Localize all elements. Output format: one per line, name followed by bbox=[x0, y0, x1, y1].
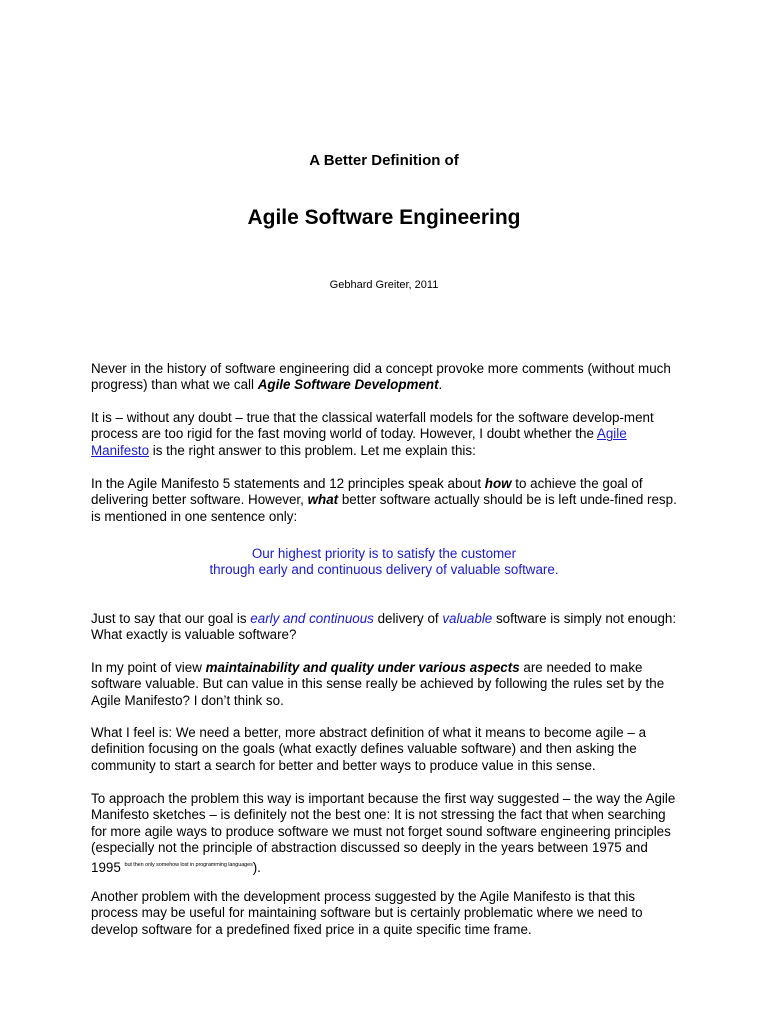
emphasis-what: what bbox=[307, 492, 339, 508]
paragraph-text: To approach the problem this way is important because the first way suggested – the way the Agile Manifesto sketches – is definitely not the best one: It is not stressing the fact that when searching for more agile ways to produce software we must not forget sound software engineering principles (especially not the principle of abstraction discussed so deeply in the years between 1975 and 1995 bbox=[91, 791, 676, 875]
paragraph-text: Never in the history of software engineering did a concept provoke more comments (without much progress) than what we call bbox=[91, 361, 671, 393]
paragraph-text: In my point of view bbox=[91, 660, 206, 675]
emphasis-valuable: valuable bbox=[442, 611, 493, 626]
paragraph-waterfall bbox=[91, 410, 681, 459]
paragraph-fixed-price: Another problem with the development process suggested by the Agile Manifesto is that this process may be useful for maintaining software but is certainly problematic where we need to develop software for a predefined fixed price in a quite specific time frame. bbox=[91, 889, 643, 937]
document-author: Gebhard Greiter, 2011 bbox=[329, 279, 439, 291]
emphasis-how: how bbox=[484, 476, 512, 491]
paragraph-maintainability bbox=[91, 660, 681, 709]
agile-manifesto-link[interactable]: Agile Manifesto bbox=[91, 426, 627, 458]
manifesto-quote bbox=[91, 546, 677, 579]
paragraph-abstract-definition: What I feel is: We need a better, more abstract definition of what it means to become agile – a definition focusing on the goals (what exactly defines valuable software) and then asking the community to start a search for better and better ways to produce value in this sense. bbox=[91, 725, 647, 773]
tiny-footnote-text: but then only somehow lost in programming languages bbox=[124, 861, 253, 868]
paragraph-text: It is – without any doubt – true that the classical waterfall models for the software develop-ment process are too rigid for the fast moving world of today. However, I doubt whether the bbox=[91, 410, 654, 442]
quote-line: Our highest priority is to satisfy the customer bbox=[251, 546, 517, 561]
paragraph-principles bbox=[91, 476, 681, 525]
emphasis-agile-software-development: Agile Software Development bbox=[257, 377, 439, 393]
paragraph-approach bbox=[91, 791, 681, 876]
emphasis-maintainability: maintainability and quality under various aspects bbox=[205, 660, 520, 675]
paragraph-text: ). bbox=[252, 859, 261, 875]
paragraph-intro bbox=[91, 361, 681, 394]
paragraph-text: is the right answer to this problem. Let me explain this: bbox=[149, 442, 476, 458]
document-title: Agile Software Engineering bbox=[247, 206, 521, 229]
paragraph-text: better software actually should be is left unde-fined resp. is mentioned in one sentence only: bbox=[91, 492, 677, 524]
paragraph-text: Just to say that our goal is bbox=[91, 611, 251, 626]
paragraph-valuable-software bbox=[91, 611, 681, 644]
paragraph-text: . bbox=[438, 377, 443, 393]
document-subtitle: A Better Definition of bbox=[309, 152, 459, 169]
paragraph-text: software is simply not enough: What exactly is valuable software? bbox=[91, 611, 677, 643]
paragraph-text: delivery of bbox=[373, 611, 443, 626]
paragraph-text: to achieve the goal of delivering better software. However, bbox=[91, 476, 643, 508]
quote-line: through early and continuous delivery of valuable software. bbox=[209, 562, 559, 578]
emphasis-early-and-continuous: early and continuous bbox=[250, 611, 374, 626]
paragraph-text: are needed to make software valuable. But can value in this sense really be achieved by following the rules set by the Agile Manifesto? I don’t think so. bbox=[91, 660, 665, 708]
paragraph-text: In the Agile Manifesto 5 statements and 12 principles speak about bbox=[91, 476, 485, 491]
